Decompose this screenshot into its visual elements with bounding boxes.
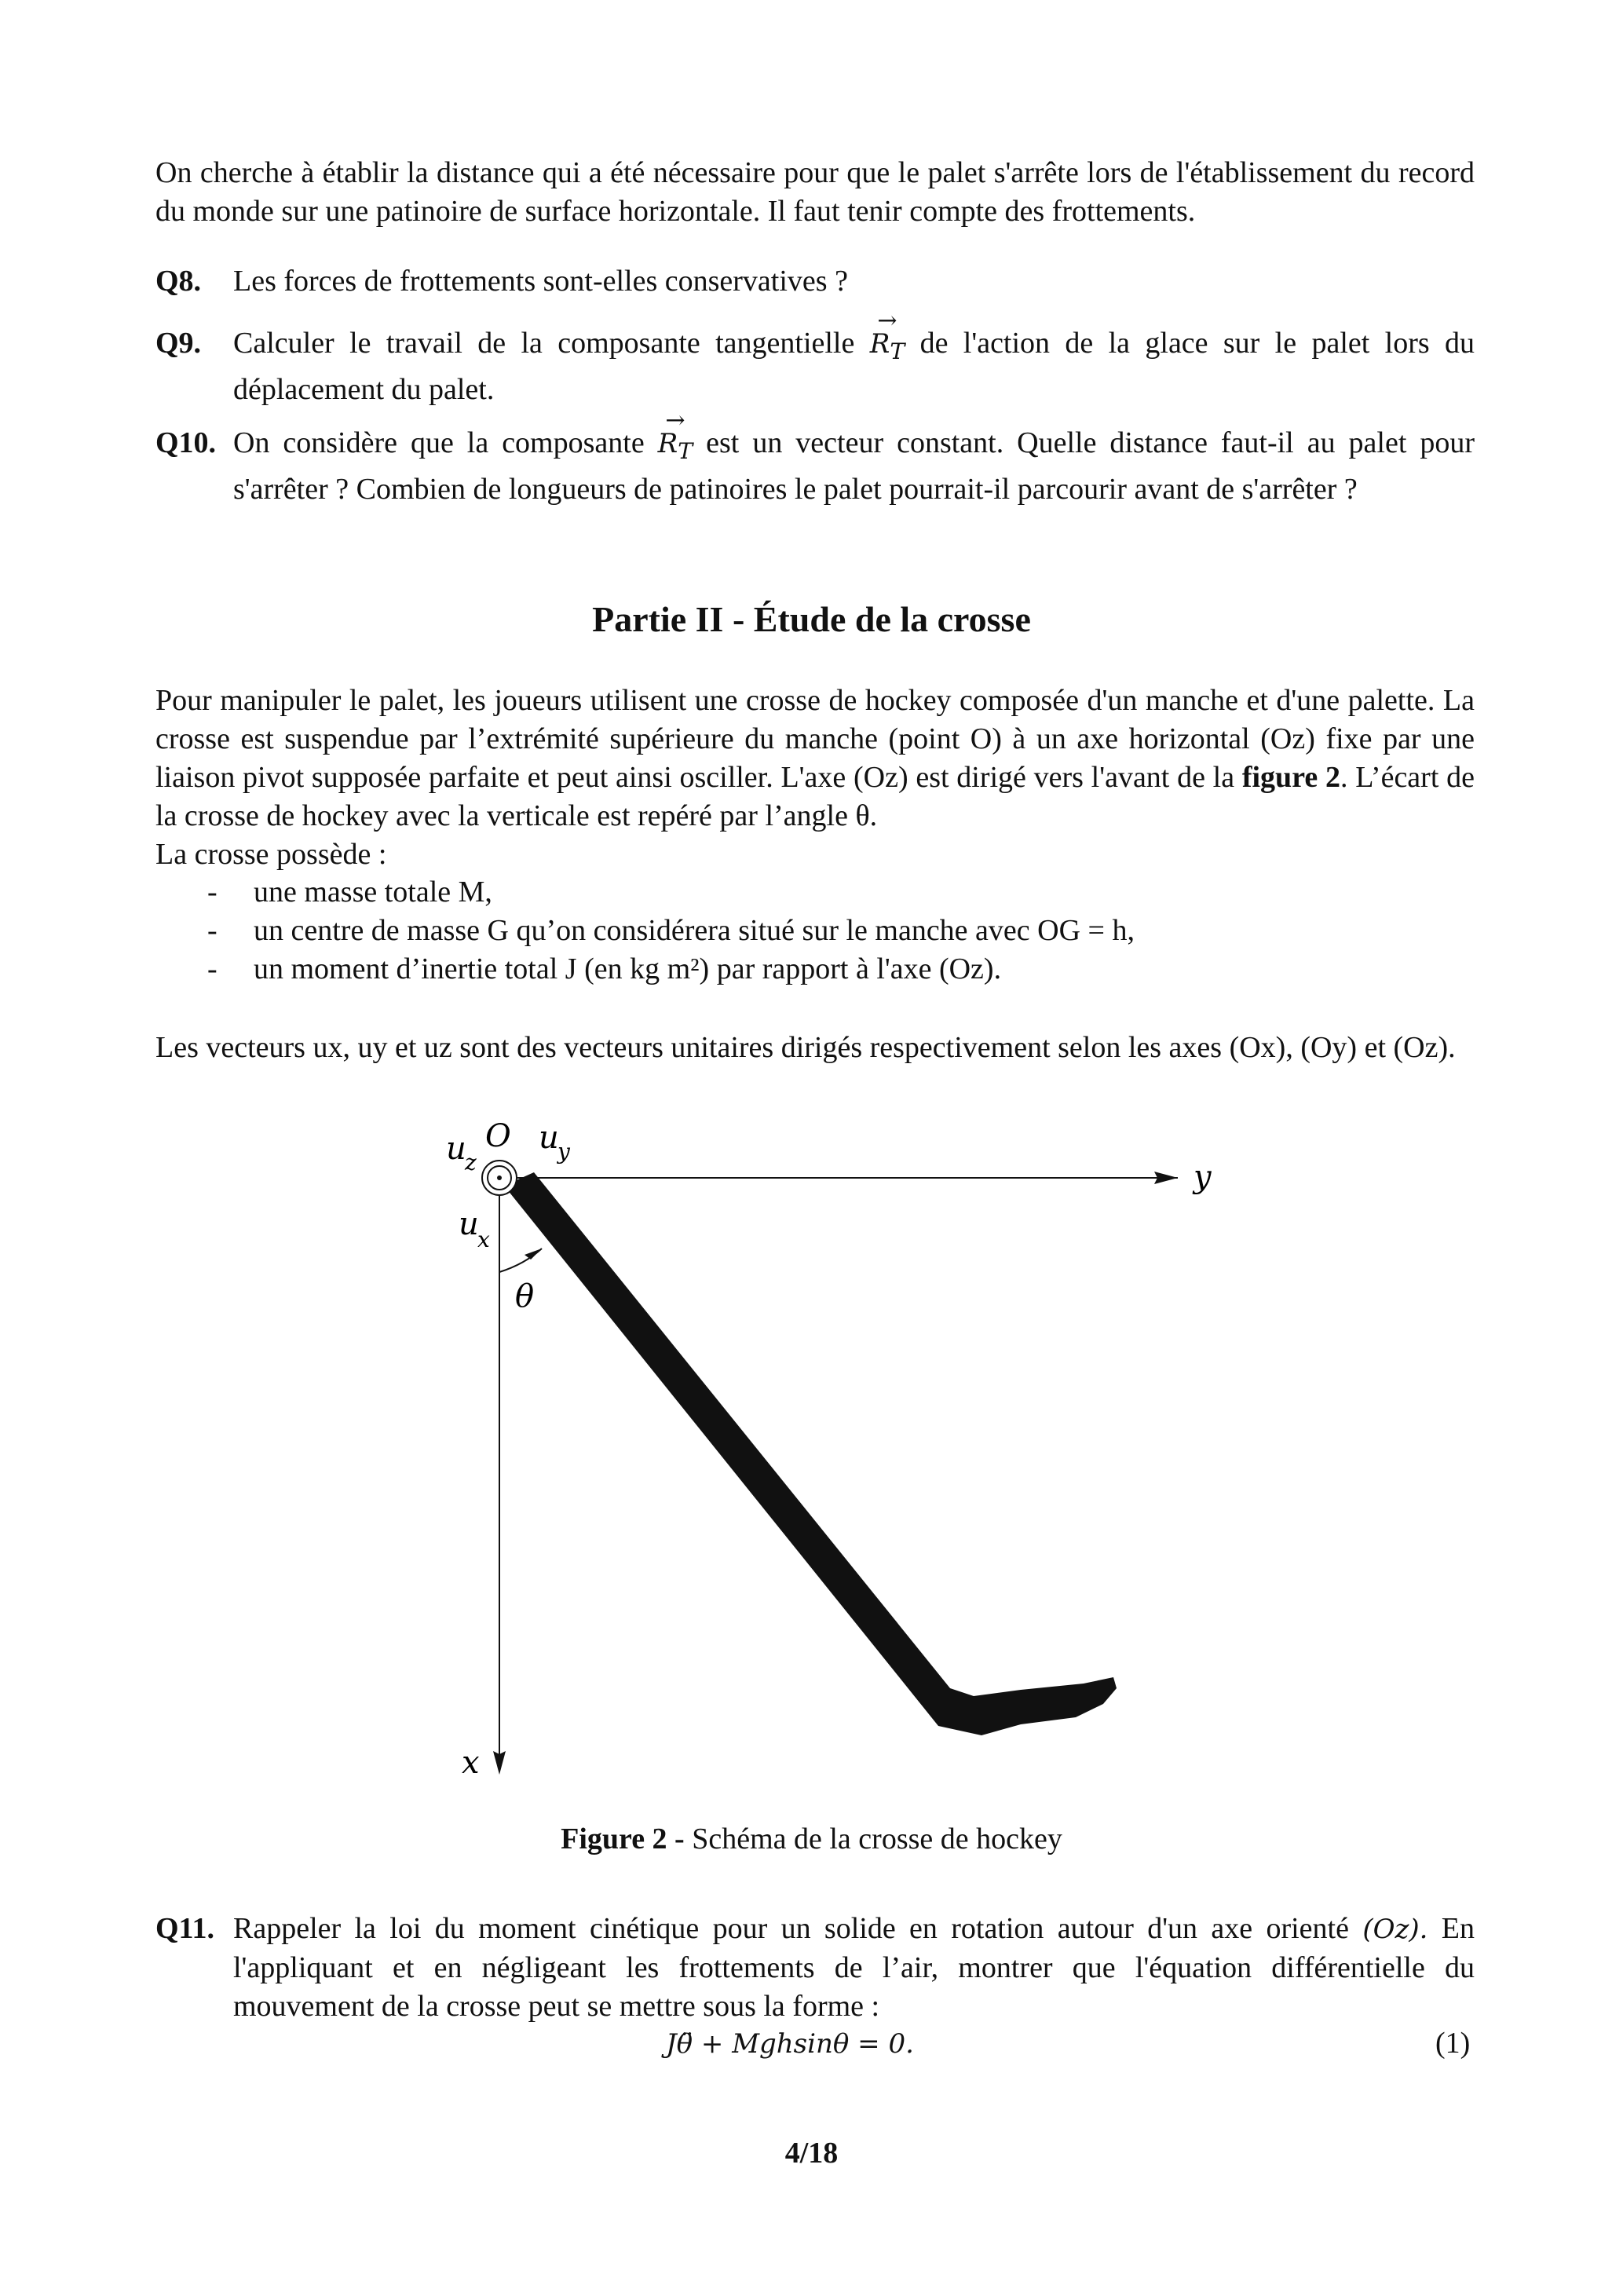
- list-intro: La crosse possède :: [155, 838, 387, 871]
- question-text: Rappeler la loi du moment cinétique pour un solide en rotation autour d'un axe orienté (Oz). En l'appliquant et en négligeant les frottements de l’air, montrer que l'équation différentielle du mouvement de la crosse peut se mettre sous la forme :: [233, 1912, 1475, 2023]
- equation-text: Jθ̈ + Mghsinθ = 0.: [666, 2028, 914, 2060]
- label-ux: u: [459, 1206, 479, 1242]
- list-item: - une masse totale M,: [207, 876, 492, 909]
- label-O: O: [485, 1118, 511, 1154]
- label-uy-sub: y: [557, 1139, 570, 1164]
- theta-arrowhead: [525, 1249, 542, 1260]
- caption-label: Figure 2 -: [561, 1823, 685, 1855]
- vector-rt: → $R_T$: [658, 425, 693, 470]
- vectors-paragraph: Les vecteurs ux, uy et uz sont des vecteurs unitaires dirigés respectivement selon les axes (Ox), (Oy) et (Oz).: [155, 1031, 1456, 1064]
- hockey-stick: [504, 1172, 1117, 1735]
- intro-text-end: . L’écart de la crosse de hockey avec la verticale est repéré par l’angle θ.: [155, 761, 1475, 832]
- label-y: y: [1193, 1159, 1212, 1195]
- label-uz-sub: z: [465, 1150, 477, 1175]
- y-axis-arrowhead: [1154, 1172, 1178, 1184]
- question-number: Q8.: [155, 265, 202, 298]
- label-ux-sub: x: [477, 1227, 490, 1252]
- page-number: 4/18: [784, 2137, 839, 2170]
- question-number: Q11.: [155, 1912, 214, 1945]
- intro-text: Pour manipuler le palet, les joueurs utilisent une crosse de hockey composée d'un manche et d'une palette. La crosse est suspendue par l’extrémité supérieure du manche (point O) à un axe horizontal (Oz) fixe par une liaison pivot supposée parfaite et peut ainsi osciller. L'axe (Oz) est dirigé vers l'avant de la: [155, 684, 1475, 794]
- label-uz: u: [446, 1131, 466, 1167]
- vector-rt: → $R_T$: [870, 325, 905, 371]
- label-theta: θ: [515, 1278, 535, 1314]
- pivot-dot: [497, 1175, 502, 1180]
- question-text-part: de l'action de la glace sur le palet lors du déplacement du palet.: [233, 327, 1475, 406]
- figure-caption: [0, 1822, 1623, 1856]
- question-text: Les forces de frottements sont-elles conservatives ?: [233, 265, 848, 298]
- label-uy: u: [539, 1120, 559, 1156]
- x-axis-arrowhead: [493, 1751, 506, 1775]
- question-text-part: est un vecteur constant. Quelle distance faut-il au palet pour s'arrêter ? Combien de longueurs de patinoires le palet pourrait-il parcourir avant de s'arrêter ?: [233, 426, 1475, 506]
- caption-text: Schéma de la crosse de hockey: [684, 1823, 1062, 1855]
- equation-number: (1): [1435, 2027, 1471, 2060]
- intro-paragraph: On cherche à établir la distance qui a été nécessaire pour que le palet s'arrête lors de l'établissement du record du monde sur une patinoire de surface horizontale. Il faut tenir compte des frottements.: [155, 156, 1475, 228]
- list-item: - un moment d’inertie total J (en kg m²) par rapport à l'axe (Oz).: [207, 952, 1002, 985]
- figure-reference: figure 2: [1241, 761, 1340, 794]
- list-item: - un centre de masse G qu’on considérera situé sur le manche avec OG = h,: [207, 914, 1135, 947]
- question-number: Q9.: [155, 327, 202, 360]
- part-title: Partie II - Étude de la crosse: [592, 599, 1031, 639]
- question-text-part: Calculer le travail de la composante tangentielle: [233, 327, 855, 360]
- label-x: x: [462, 1745, 480, 1781]
- equation-1: [666, 2026, 914, 2060]
- question-number: Q10.: [155, 426, 217, 459]
- question-text-part: On considère que la composante: [233, 426, 645, 459]
